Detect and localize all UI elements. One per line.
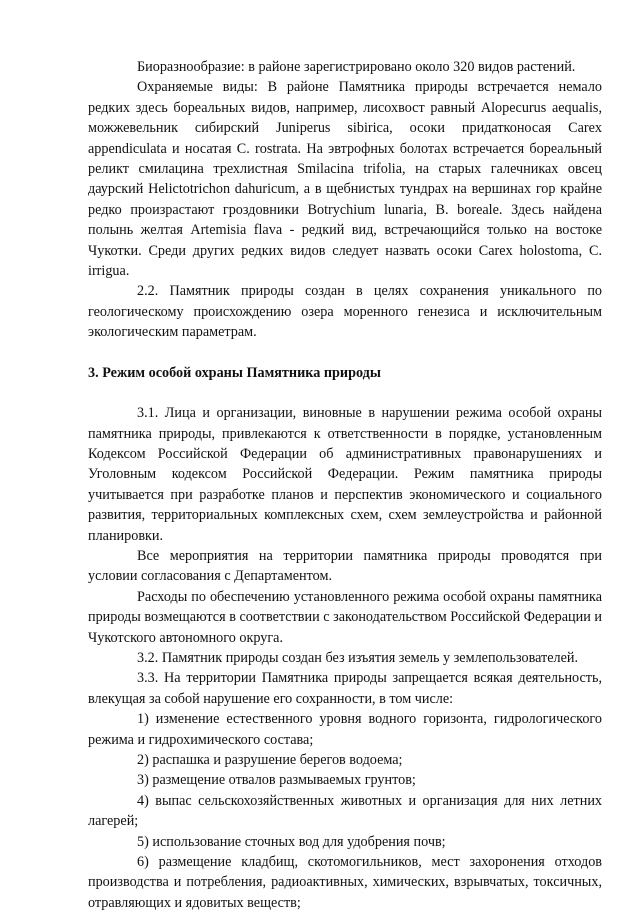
approval-paragraph: Все мероприятия на территории памятника природы проводятся при условии согласования с Департаментом. [88,547,602,585]
liability-paragraph: 3.1. Лица и организации, виновные в нарушении режима особой охраны памятника природы, привлекаются к ответственности в порядке, установленным Кодексом Российской Федерации об административных правонарушениях и Уголовным кодексом Российской Федерации. Режим памятника природы учитывается при разработке планов и перспектив экономического и социального развития, территориальных комплексных схем, схем землеустройства и районной планировки. [88,405,602,544]
purpose-paragraph: 2.2. Памятник природы создан в целях сохранения уникального по геологическому происхождению озера моренного генезиса и исключительным экологическим параметрам. [88,283,602,341]
document-page [88,57,602,913]
section-heading: 3. Режим особой охраны Памятника природы [88,364,381,381]
list-item: 5) использование сточных вод для удобрения почв; [137,833,446,850]
prohibitions-intro-paragraph: 3.3. На территории Памятника природы запрещается всякая деятельность, влекущая за собой нарушение его сохранности, в том числе: [88,670,602,707]
list-item: 1) изменение естественного уровня водного горизонта, гидрологического режима и гидрохимического состава; [88,711,602,748]
protected-species-paragraph: Охраняемые виды: В районе Памятника природы встречается немало редких здесь бореальных видов, например, лисохвост равный Alopecurus aequalis, можжевельник сибирский Juniperus sibirica, осоки придатконосая Carex appendiculata и носатая C. rostrata. На эвтрофных болотах встречается бореальный реликт смилацина трехлистная Smilacina trifolia, на старых галечниках овсец даурский Helictotrichon dahuricum, а в щебнистых тундрах на вершинах гор крайне редко произрастают гроздовники Botrychium lunaria, B. boreale. Здесь найдена полынь желтая Artemisia flava - редкий вид, встречающийся только на востоке Чукотки. Среди других редких видов следует назвать осоки Carex holostoma, C. irrigua. [88,79,602,280]
biodiversity-paragraph: Биоразнообразие: в районе зарегистрировано около 320 видов растений. [137,59,576,75]
list-item: 4) выпас сельскохозяйственных животных и организация для них летних лагерей; [88,792,602,830]
list-item: 6) размещение кладбищ, скотомогильников, мест захоронения отходов производства и потребления, радиоактивных, химических, взрывчатых, токсичных, отравляющих и ядовитых веществ; [88,854,602,911]
list-item: 3) размещение отвалов размываемых грунтов; [137,772,416,789]
list-item: 2) распашка и разрушение берегов водоема; [137,752,403,768]
expenses-paragraph: Расходы по обеспечению установленного режима особой охраны памятника природы возмещаются в соответствии с законодательством Российской Федерации и Чукотского автономного округа. [88,588,602,646]
land-paragraph: 3.2. Памятник природы создан без изъятия земель у землепользователей. [137,649,579,666]
